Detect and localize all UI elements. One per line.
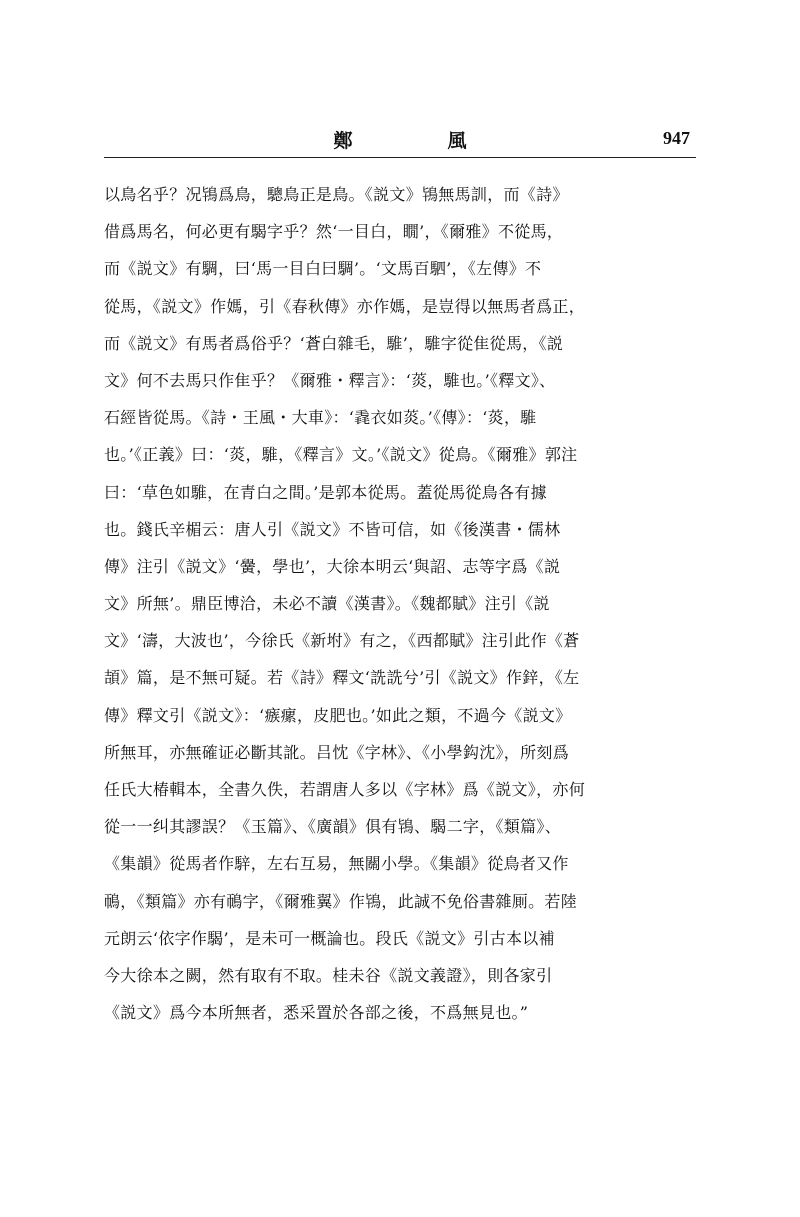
page-header	[104, 124, 696, 158]
text-line: 傳》釋文引《説文》：‘瘯瘰，皮肥也。’如此之類，不過今《説文》	[104, 705, 572, 725]
running-title: 鄭 風	[333, 130, 505, 152]
header-divider	[104, 157, 696, 158]
text-line: 石經皆從馬。《詩・王風・大車》：‘毳衣如菼。’《傳》：‘菼，騅	[104, 408, 537, 428]
text-line: 文》‘濤，大波也’，今徐氏《新坿》有之，《西都賦》注引此作《蒼	[104, 631, 580, 651]
text-line: 也。’《正義》曰：‘菼，騅，《釋言》文。’《説文》從鳥。《爾雅》郭注	[104, 445, 578, 465]
text-line: 以鳥名乎？况鴇爲鳥，驄鳥正是鳥。《説文》鴇無馬訓，而《詩》	[104, 185, 569, 204]
text-line: 曰：‘草色如騅，在青白之間。’是郭本從馬。蓋從馬從鳥各有據	[104, 482, 547, 502]
text-line: 從馬，《説文》作媽，引《春秋傳》亦作媽，是豈得以無馬者爲正，	[104, 296, 586, 316]
body-text	[104, 176, 704, 1031]
text-line: 傳》注引《説文》‘黌，學也’，大徐本明云‘與詔、志等字爲《説	[104, 556, 561, 576]
text-line: 而《説文》有騆，曰‘馬一目白曰騆’。‘文馬百駟’，《左傳》不	[104, 259, 542, 279]
text-line: 元朗云‘依字作騔’，是未可一概論也。段氏《説文》引古本以補	[104, 928, 555, 948]
text-line: 從一一纠其謬誤？《玉篇》、《廣韻》俱有鴇、騔二字，《類篇》、	[104, 817, 562, 837]
text-line: 今大徐本之闕，然有取有不取。桂未谷《説文義證》，則各家引	[104, 965, 553, 985]
text-line: 《説文》爲今本所無者，悉采置於各部之後，不爲無見也。”	[104, 1003, 529, 1023]
text-line: 頡》篇，是不無可疑。若《詩》釋文‘詵詵兮’引《説文》作鋅，《左	[104, 668, 580, 688]
text-line: 任氏大椿輯本，全書久佚，若謂唐人多以《字林》爲《説文》，亦何	[104, 780, 586, 799]
text-line: 借爲馬名，何必更有騔字乎？然‘一目白，瞯’，《爾雅》不從馬，	[104, 222, 564, 242]
text-line: 所無耳，亦無確证必斷其訛。吕忱《字林》、《小學鈎沈》，所刻爲	[104, 742, 570, 762]
text-line: 鳾，《類篇》亦有鳾字，《爾雅翼》作鴇，此誠不免俗書雜厠。若陸	[104, 891, 578, 911]
page-number: 947	[663, 128, 690, 148]
text-line: 文》何不去馬只作隹乎？《爾雅・釋言》：‘菼，騅也。’《釋文》、	[104, 370, 556, 390]
text-line: 而《説文》有馬者爲俗乎？‘蒼白雜毛，騅’，騅字從隹從馬，《説	[104, 333, 564, 353]
text-line: 也。錢氏辛楣云：唐人引《説文》不皆可信，如《後漢書・儒林	[104, 519, 561, 539]
text-line: 文》所無’。鼎臣博洽，未必不讀《漢書》。《魏都賦》注引《説	[104, 594, 550, 614]
text-line: 《集韻》從馬者作騂，左右互易，無關小學。《集韻》從鳥者又作	[104, 854, 569, 874]
